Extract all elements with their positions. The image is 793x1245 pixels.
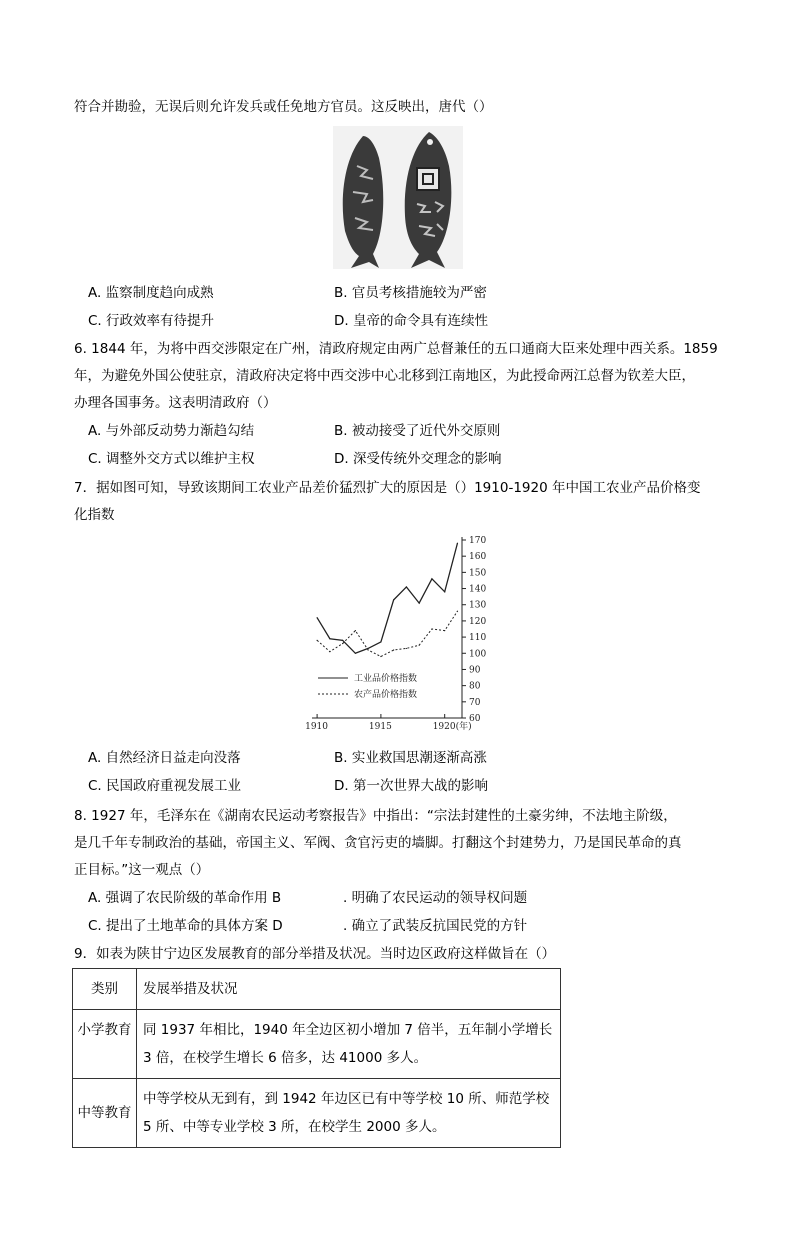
q6-option-b: B. 被动接受了近代外交原则: [334, 423, 501, 439]
q8-stem-line1: 8. 1927 年，毛泽东在《湖南农民运动考察报告》中指出：“宗法封建性的土豪劣绅，不法地主阶级，: [74, 808, 677, 824]
table-row: [73, 1079, 561, 1148]
industrial-price-point: [329, 638, 330, 639]
agricultural-price-point: [355, 630, 356, 631]
q8-stem-line2: 是几千年专制政治的基础，帝国主义、军阀、贪官污吏的墙脚。打翻这个封建势力，乃是国民革命的真: [74, 835, 682, 851]
agricultural-price-point: [457, 611, 458, 612]
y-tick-label: 170: [469, 536, 487, 546]
q7-stem-line1: 7．据如图可知，导致该期间工农业产品差价猛烈扩大的原因是（）1910-1920 年中国工农业产品价格变: [74, 480, 701, 496]
table-cell-measures: [137, 1079, 561, 1148]
agricultural-price-point: [444, 630, 445, 631]
table-cell-category: 中等教育: [73, 1079, 137, 1148]
q7-option-b: B. 实业救国思潮逐渐高涨: [334, 750, 487, 766]
x-tick-label: 1910: [305, 722, 329, 732]
agricultural-price-line: [317, 611, 457, 656]
table-cell-line: 中等学校从无到有，到 1942 年边区已有中等学校 10 所、师范学校: [143, 1091, 550, 1107]
y-tick-label: 110: [469, 633, 487, 644]
q7-option-c: C. 民国政府重视发展工业: [88, 778, 242, 794]
y-tick-label: 60: [469, 714, 481, 724]
q7-stem-line2: 化指数: [74, 507, 115, 523]
y-tick-label: 120: [469, 616, 487, 627]
industrial-price-point: [317, 617, 318, 618]
agricultural-price-point: [419, 645, 420, 646]
fish-tally-image: [333, 126, 463, 269]
table-cell-category: 小学教育: [73, 1010, 137, 1079]
q5-option-c: C. 行政效率有待提升: [88, 313, 215, 329]
price-index-chart: [300, 532, 500, 737]
q6-option-a: A. 与外部反动势力渐趋勾结: [88, 423, 255, 439]
table-cell-line: 同 1937 年相比，1940 年全边区初小增加 7 倍半，五年制小学增长: [143, 1022, 553, 1038]
agricultural-price-point: [393, 649, 394, 650]
agricultural-price-point: [368, 649, 369, 650]
agricultural-price-point: [329, 651, 330, 652]
q5-stem: 符合并勘验，无误后则允许发兵或任免地方官员。这反映出，唐代（）: [74, 99, 493, 115]
q6-stem-line3: 办理各国事务。这表明清政府（）: [74, 395, 277, 411]
q8-stem-line3: 正目标。”这一观点（）: [74, 862, 210, 878]
y-tick-label: 80: [469, 681, 481, 692]
q9-stem: 9．如表为陕甘宁边区发展教育的部分举措及状况。当时边区政府这样做旨在（）: [74, 946, 556, 962]
y-tick-label: 130: [469, 600, 487, 611]
q8-option-b: . 明确了农民运动的领导权问题: [343, 890, 528, 906]
x-tick-label: 1920(年): [432, 722, 472, 732]
q8-option-c: C. 提出了土地革命的具体方案 D: [88, 918, 283, 934]
q5-option-b: B. 官员考核措施较为严密: [334, 285, 487, 301]
y-tick-label: 160: [469, 552, 487, 563]
agricultural-price-point: [342, 643, 343, 644]
industrial-price-point: [431, 578, 432, 579]
industrial-price-point: [380, 641, 381, 642]
table-cell-line: 5 所、中等专业学校 3 所，在校学生 2000 多人。: [143, 1119, 446, 1135]
q8-option-d: . 确立了武装反抗国民党的方针: [343, 918, 528, 934]
table-row: [73, 1010, 561, 1079]
table-cell-measures: [137, 1010, 561, 1079]
education-table: [72, 968, 561, 1148]
table-cell-line: 3 倍，在校学生增长 6 倍多，达 41000 多人。: [143, 1050, 428, 1066]
legend-label: 工业品价格指数: [354, 674, 418, 684]
q5-option-d: D. 皇帝的命令具有连续性: [334, 313, 488, 329]
q6-option-d: D. 深受传统外交理念的影响: [334, 451, 502, 467]
q6-option-c: C. 调整外交方式以维护主权: [88, 451, 255, 467]
y-tick-label: 70: [469, 697, 481, 708]
table-header-measures: 发展举措及状况: [137, 969, 561, 1010]
industrial-price-point: [444, 591, 445, 592]
industrial-price-point: [355, 653, 356, 654]
agricultural-price-point: [406, 648, 407, 649]
x-tick-label: 1915: [368, 722, 392, 732]
y-tick-label: 100: [469, 649, 487, 660]
agricultural-price-point: [431, 628, 432, 629]
agricultural-price-point: [317, 640, 318, 641]
y-tick-label: 150: [469, 568, 487, 579]
q6-stem-line1: 6. 1844 年，为将中西交涉限定在广州，清政府规定由两广总督兼任的五口通商大臣来处理中西关系。1859: [74, 341, 718, 357]
q6-stem-line2: 年，为避免外国公使驻京，清政府决定将中西交涉中心北移到江南地区，为此授命两江总督为钦差大臣，: [74, 368, 695, 384]
legend-label: 农产品价格指数: [354, 690, 418, 700]
table-header-category: 类别: [73, 969, 137, 1010]
y-tick-label: 90: [469, 665, 481, 676]
q5-option-a: A. 监察制度趋向成熟: [88, 285, 214, 301]
table-header-row: [73, 969, 561, 1010]
y-tick-label: 140: [469, 584, 487, 595]
industrial-price-point: [419, 603, 420, 604]
q7-option-a: A. 自然经济日益走向没落: [88, 750, 241, 766]
industrial-price-line: [317, 543, 457, 653]
industrial-price-point: [457, 543, 458, 544]
industrial-price-point: [393, 599, 394, 600]
industrial-price-point: [342, 640, 343, 641]
industrial-price-point: [406, 586, 407, 587]
q7-option-d: D. 第一次世界大战的影响: [334, 778, 488, 794]
q8-option-a: A. 强调了农民阶级的革命作用 B: [88, 890, 282, 906]
agricultural-price-point: [380, 656, 381, 657]
